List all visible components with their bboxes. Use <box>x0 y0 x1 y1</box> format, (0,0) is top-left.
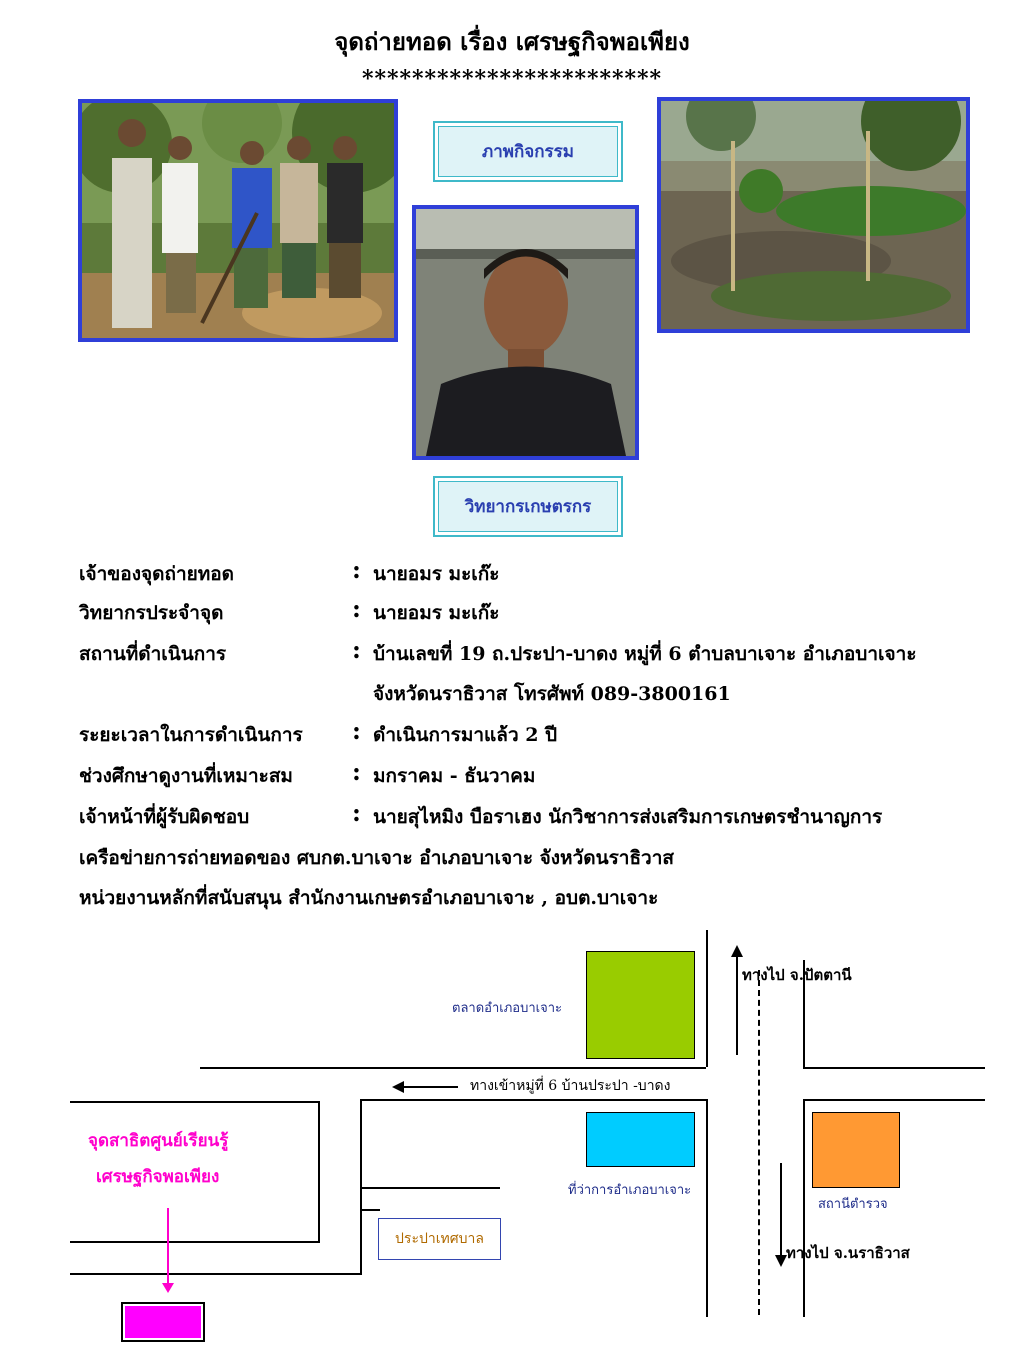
location-map <box>0 925 1024 1365</box>
district-office-label: ที่ว่าการอำเภอบาเจาะ <box>568 1183 692 1198</box>
to-pattani-label: ทางไป จ.ปัตตานี <box>742 966 852 984</box>
map-road-edge <box>70 1241 320 1243</box>
detail-officer-colon: : <box>352 798 361 827</box>
speaker-photo-illustration <box>416 209 635 456</box>
village-road-arrow <box>400 1086 458 1088</box>
waterworks-box <box>378 1218 501 1260</box>
police-station-building <box>812 1112 900 1188</box>
learning-center-arrow <box>167 1208 169 1288</box>
detail-duration-value: ดำเนินการมาแล้ว 2 ปี <box>373 724 558 746</box>
activity-photo-digging <box>78 99 398 342</box>
detail-owner-colon: : <box>352 555 361 584</box>
digging-photo-illustration <box>82 103 394 338</box>
page-title: จุดถ่ายทอด เรื่อง เศรษฐกิจพอเพียง <box>334 27 690 56</box>
map-road-edge <box>70 1101 318 1103</box>
to-narathiwat-arrow <box>780 1163 782 1258</box>
district-office-building <box>586 1112 695 1167</box>
police-station-label: สถานีตำรวจ <box>818 1197 888 1212</box>
left-arrowhead-icon <box>392 1081 404 1093</box>
title-divider-stars: ************************ <box>361 66 663 92</box>
activities-label: ภาพกิจกรรม <box>438 126 618 177</box>
detail-duration-colon: : <box>352 716 361 745</box>
speaker-label: วิทยากรเกษตรกร <box>438 481 618 532</box>
map-road-edge <box>706 1099 708 1317</box>
detail-location-value-line2: จังหวัดนราธิวาส โทรศัพท์ 089-3800161 <box>373 683 731 705</box>
learning-center-building <box>121 1302 205 1342</box>
to-narathiwat-label: ทางไป จ.นราธิวาส <box>786 1244 910 1262</box>
waterworks-label: ประปาเทศบาล <box>395 1231 484 1247</box>
speaker-photo <box>412 205 639 460</box>
activities-label-box <box>433 121 623 182</box>
down-arrowhead-icon <box>162 1283 174 1293</box>
map-road-edge <box>200 1067 706 1069</box>
detail-location-value: บ้านเลขที่ 19 ถ.ประปา-บาดง หมู่ที่ 6 ตำบลบาเจาะ อำเภอบาเจาะ <box>373 643 917 665</box>
detail-period-colon: : <box>352 757 361 786</box>
detail-location-colon: : <box>352 635 361 664</box>
learning-center-label-line1: จุดสาธิตศูนย์เรียนรู้ <box>88 1131 229 1151</box>
detail-speaker-label: วิทยากรประจำจุด <box>79 602 224 624</box>
map-road-edge <box>803 1099 985 1101</box>
activity-photo-garden <box>657 97 970 333</box>
map-road-edge <box>318 1101 320 1241</box>
garden-photo-illustration <box>661 101 966 329</box>
map-road-centerline <box>758 970 760 1315</box>
map-road-edge <box>360 1209 380 1211</box>
detail-location-label: สถานที่ดำเนินการ <box>79 643 227 665</box>
detail-speaker-value: นายอมร มะเก๊ะ <box>373 602 500 624</box>
speaker-label-box <box>433 476 623 537</box>
map-road-edge <box>70 1273 362 1275</box>
detail-owner-value: นายอมร มะเก๊ะ <box>373 563 500 585</box>
market-building <box>586 951 695 1059</box>
network-line: เครือข่ายการถ่ายทอดของ ศบกต.บาเจาะ อำเภอบาเจาะ จังหวัดนราธิวาส <box>79 847 674 869</box>
village-road-label: ทางเข้าหมู่ที่ 6 บ้านประปา -บาดง <box>470 1078 671 1094</box>
map-road-edge <box>803 1099 805 1317</box>
detail-duration-label: ระยะเวลาในการดำเนินการ <box>79 724 303 746</box>
map-road-edge <box>360 1187 500 1189</box>
map-road-edge <box>706 930 708 1067</box>
up-arrowhead-icon <box>731 945 743 957</box>
down-arrowhead-icon <box>775 1255 787 1267</box>
detail-period-value: มกราคม - ธันวาคม <box>373 765 536 787</box>
detail-officer-value: นายสุไหมิง บือราเฮง นักวิชาการส่งเสริมการเกษตรชำนาญการ <box>373 806 883 828</box>
detail-owner-label: เจ้าของจุดถ่ายทอด <box>79 563 235 585</box>
market-label: ตลาดอำเภอบาเจาะ <box>452 1001 562 1016</box>
map-road-edge <box>360 1099 706 1101</box>
map-road-edge <box>803 1067 985 1069</box>
learning-center-label-line2: เศรษฐกิจพอเพียง <box>96 1167 220 1187</box>
detail-period-label: ช่วงศึกษาดูงานที่เหมาะสม <box>79 765 293 787</box>
detail-officer-label: เจ้าหน้าที่ผู้รับผิดชอบ <box>79 806 250 828</box>
detail-speaker-colon: : <box>352 594 361 623</box>
to-pattani-arrow <box>736 955 738 1055</box>
support-line: หน่วยงานหลักที่สนับสนุน สำนักงานเกษตรอำเภอบาเจาะ , อบต.บาเจาะ <box>79 887 659 909</box>
